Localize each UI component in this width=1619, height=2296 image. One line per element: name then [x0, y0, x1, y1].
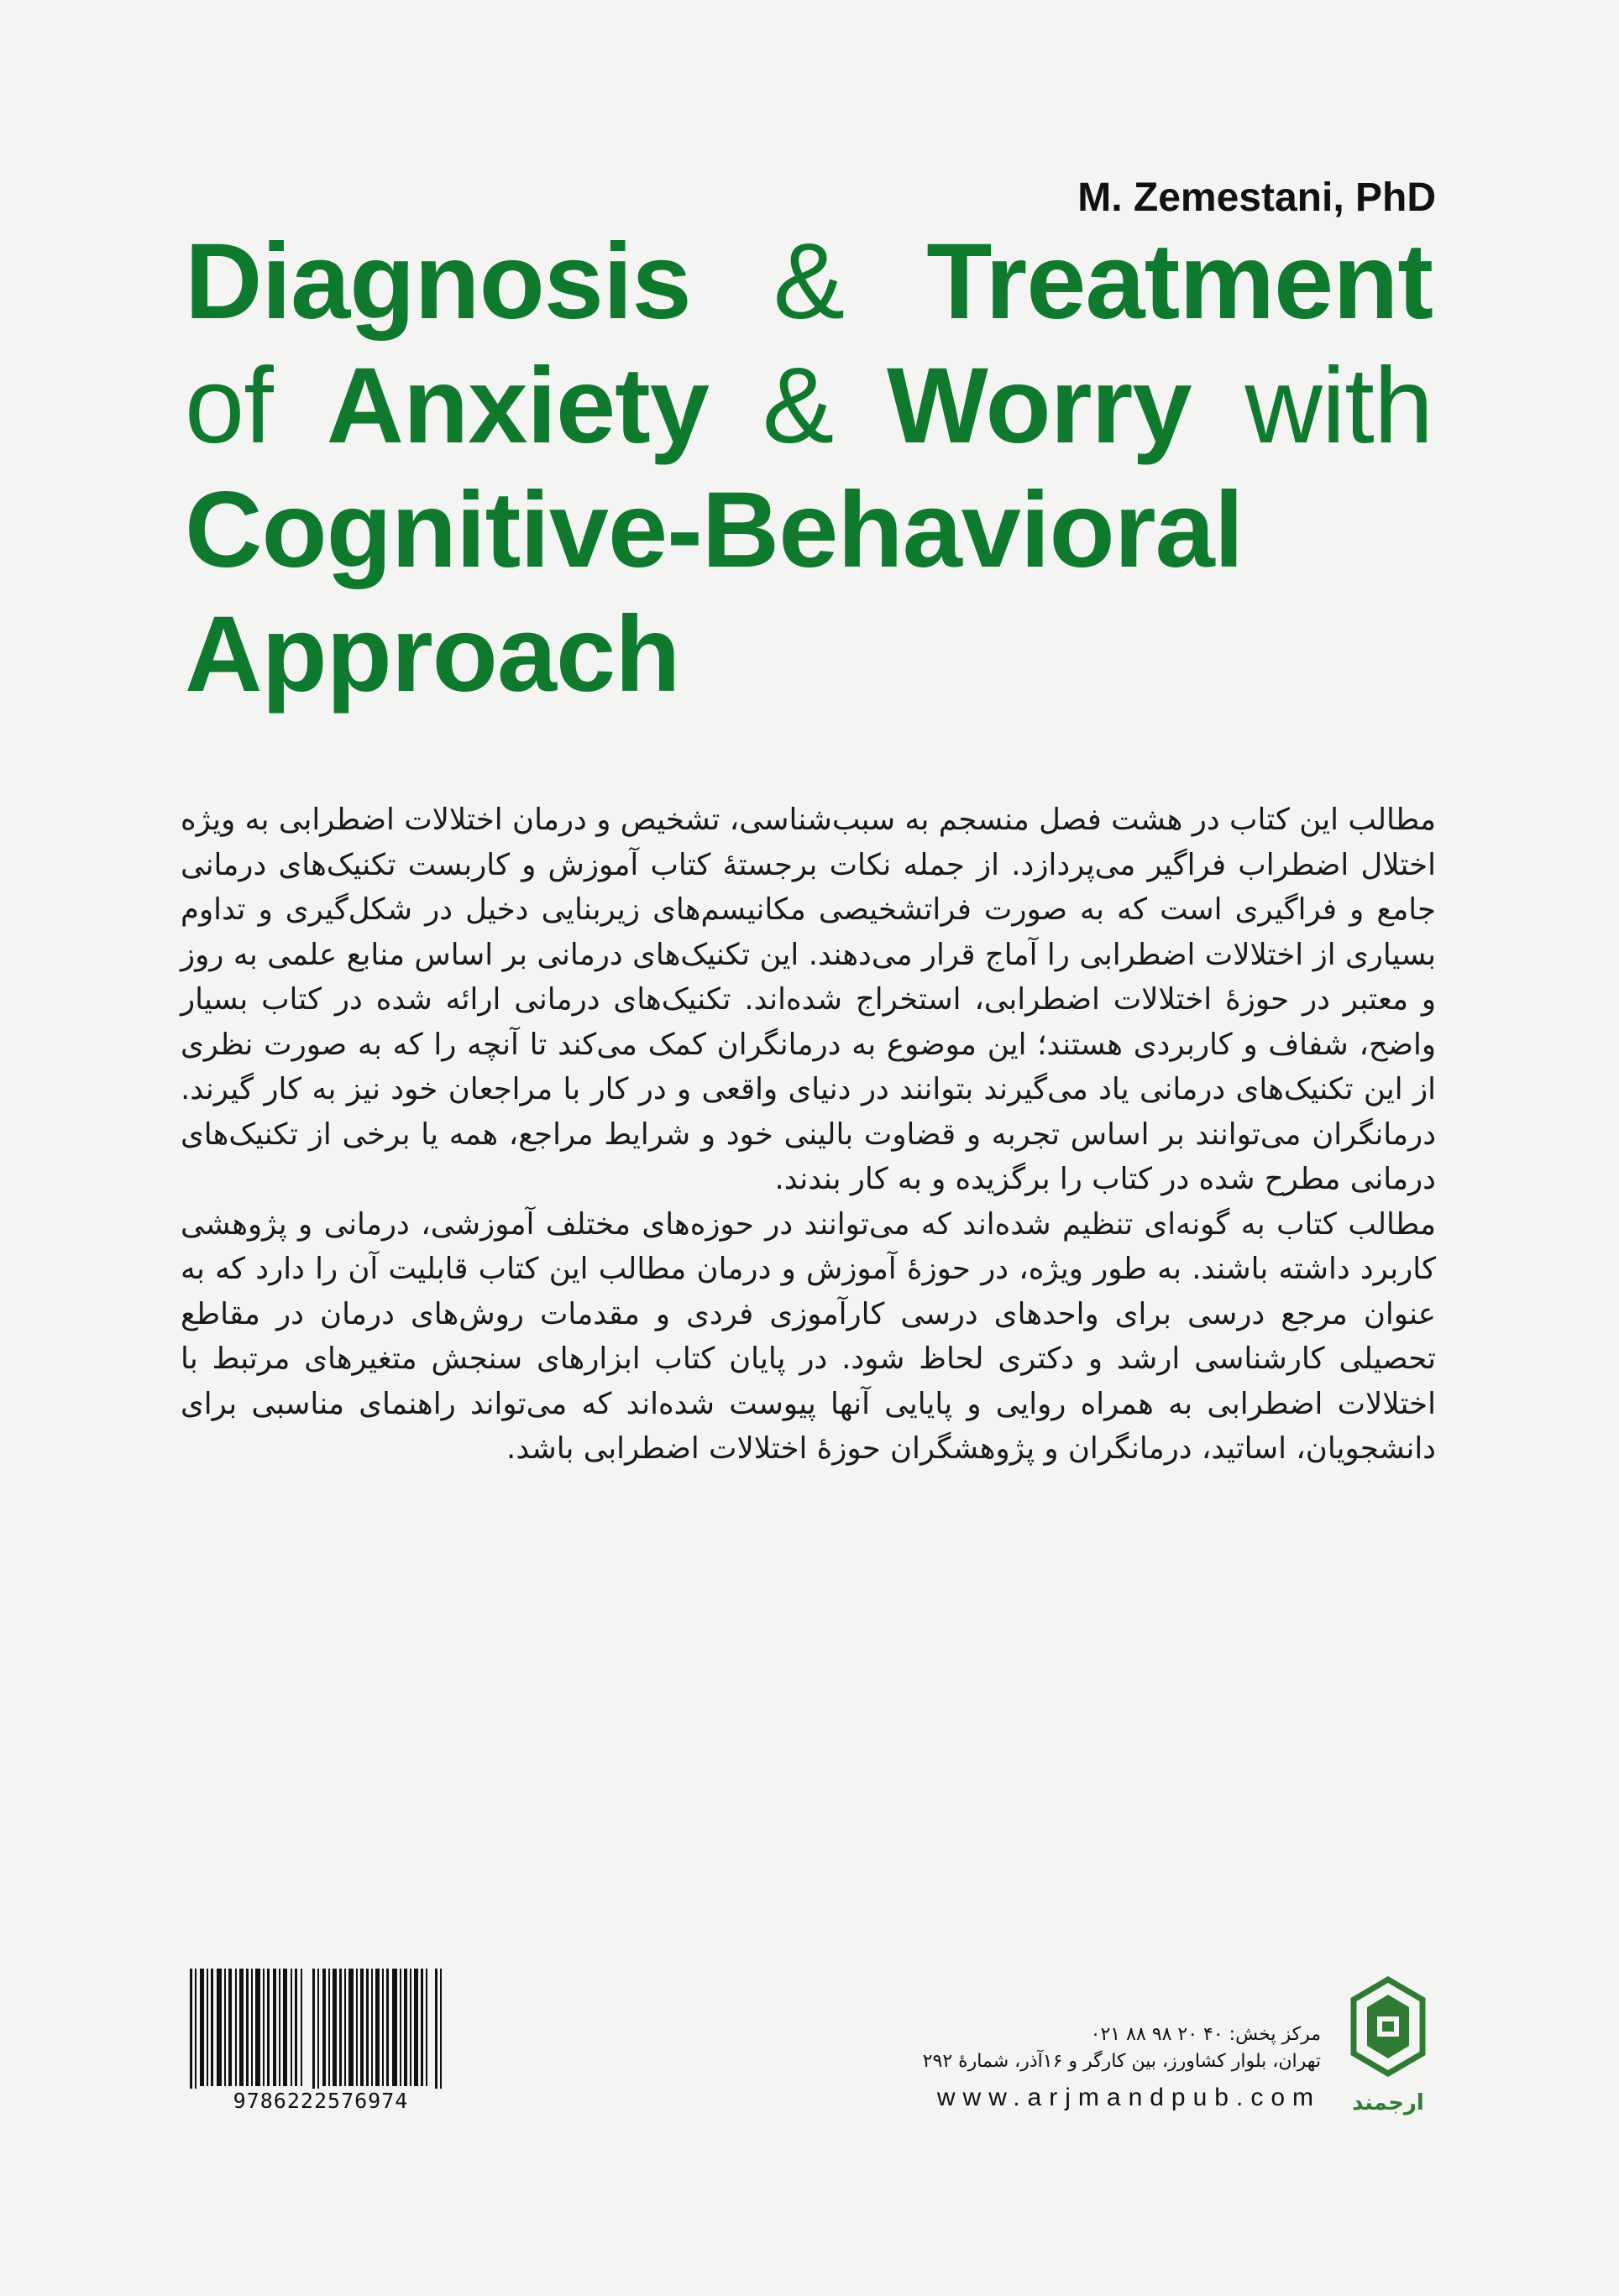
publisher-logo-text: ارجمند — [1352, 2090, 1424, 2116]
book-title — [185, 220, 1444, 717]
publisher-logo-icon — [1350, 1976, 1426, 2077]
description-paragraph-1: مطالب این کتاب در هشت فصل منسجم به سبب‌شناسی، تشخیص و درمان اختلالات اضطرابی به ویژه اختلال اضطراب فراگیر می‌پردازد. از جمله نکات برجستهٔ کتاب آموزش و کاربست تکنیک‌های درمانی جامع و فراگیری است که به صورت فراتشخیصی مکانیسم‌های زیربنایی دخیل در شکل‌گیری و تداوم بسیاری از اختلالات اضطرابی را آماج قرار می‌دهند. این تکنیک‌های درمانی بر اساس منابع علمی به روز و معتبر در حوزهٔ اختلالات اضطرابی، استخراج شده‌اند. تکنیک‌های درمانی ارائه شده در کتاب بسیار واضح، شفاف و کاربردی هستند؛ این موضوع به درمانگران کمک می‌کند تا آنچه را که به صورت نظری از این تکنیک‌های درمانی یاد می‌گیرند بتوانند در دنیای واقعی و در کار با مراجعان خود نیز به کار گیرند. درمانگران می‌توانند بر اساس تجربه و قضاوت بالینی خود و شرایط مراجع، همه یا برخی از تکنیک‌های درمانی مطرح شده در کتاب را برگزیده و به کار بندند. — [181, 803, 1436, 1196]
title-line-3 — [185, 468, 1433, 593]
publisher-address: تهران، بلوار کشاورز، بین کارگر و ۱۶آذر، شمارهٔ ۲۹۲ — [922, 2051, 1321, 2072]
title-word: Approach — [185, 594, 680, 714]
publisher-info — [733, 2021, 1321, 2112]
title-word: Anxiety — [326, 346, 709, 466]
title-ampersand: & — [762, 346, 834, 466]
title-word: of — [185, 346, 273, 466]
title-word: with — [1244, 346, 1433, 466]
title-line-2 — [185, 344, 1433, 468]
publisher-phone: مرکز پخش: ۴۰ ۲۰ ۹۸ ۸۸ ۰۲۱ — [1090, 2024, 1321, 2045]
description-paragraph-2: مطالب کتاب به گونه‌ای تنظیم شده‌اند که می‌توانند در حوزه‌های مختلف آموزشی، درمانی و پژوهشی کاربرد داشته باشند. به طور ویژه، در حوزهٔ آموزش و درمان مطالب این کتاب قابلیت آن را دارد که به عنوان مرجع درسی برای واحدهای درسی کارآموزی فردی و مقدمات روش‌های درمان در مقاطع تحصیلی کارشناسی ارشد و دکتری لحاظ شود. در پایان کتاب ابزارهای سنجش متغیرهای مرتبط با اختلالات اضطرابی به همراه روایی و پایایی آنها پیوست شده‌اند که می‌تواند راهنمای مناسبی برای دانشجویان، اساتید، درمانگران و پژوهشگران حوزهٔ اختلالات اضطرابی باشد. — [181, 1206, 1436, 1466]
isbn-number: 9786222576974 — [186, 2089, 455, 2113]
title-ampersand: & — [773, 222, 845, 342]
book-description — [181, 798, 1436, 1472]
title-word: Treatment — [926, 222, 1433, 342]
publisher-website: www.arjmandpub.com — [936, 2084, 1321, 2111]
title-word: Cognitive-Behavioral — [185, 470, 1244, 590]
title-line-4 — [185, 593, 1444, 717]
title-word: Worry — [887, 346, 1192, 466]
author-name: M. Zemestani, PhD — [1077, 175, 1436, 220]
title-word: Diagnosis — [185, 222, 691, 342]
title-line-1 — [185, 220, 1433, 344]
